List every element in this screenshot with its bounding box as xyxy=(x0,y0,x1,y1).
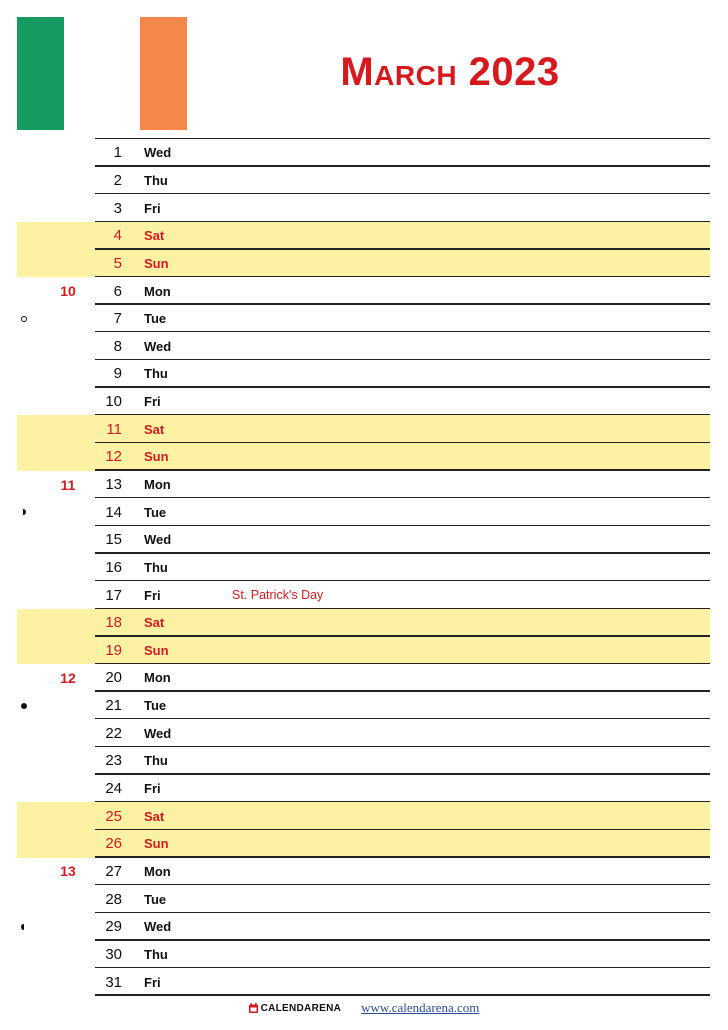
weekday-label: Mon xyxy=(144,477,171,492)
day-row xyxy=(0,637,728,665)
day-row xyxy=(0,222,728,250)
day-row xyxy=(0,830,728,858)
brand-name: CALENDARENA xyxy=(260,1002,342,1014)
weekday-label: Thu xyxy=(144,366,168,382)
weekday-label: Mon xyxy=(144,670,171,686)
day-number: 15 xyxy=(105,531,122,549)
weekday-label: Wed xyxy=(144,725,172,741)
weekday-label: Sun xyxy=(144,642,169,658)
day-row xyxy=(0,554,728,582)
moon-phase-icon xyxy=(21,316,27,322)
day-number: 11 xyxy=(106,420,122,438)
weekday-label: Sun xyxy=(144,255,169,271)
day-row xyxy=(0,775,728,803)
day-row xyxy=(0,139,728,167)
day-row xyxy=(0,581,728,609)
moon-phase-icon xyxy=(21,703,27,709)
day-row xyxy=(0,167,728,195)
day-row xyxy=(0,250,728,278)
weekday-label: Fri xyxy=(144,394,161,410)
day-row xyxy=(0,802,728,830)
day-number: 12 xyxy=(105,448,122,466)
calendar-icon xyxy=(249,1003,258,1013)
weekday-label: Fri xyxy=(144,781,161,797)
weekday-label: Sun xyxy=(144,836,169,852)
day-number: 16 xyxy=(105,558,122,576)
day-number: 22 xyxy=(105,724,122,742)
day-row xyxy=(0,664,728,692)
website-link[interactable]: www.calendarena.com xyxy=(361,1000,480,1015)
holiday-label: St. Patrick's Day xyxy=(232,588,324,603)
weekday-label: Fri xyxy=(144,974,161,990)
day-number: 9 xyxy=(113,365,122,383)
day-row xyxy=(0,277,728,305)
day-row xyxy=(0,858,728,886)
day-number: 17 xyxy=(105,586,122,604)
weekday-label: Sat xyxy=(144,808,165,824)
day-number: 27 xyxy=(105,862,122,880)
weekday-label: Wed xyxy=(144,338,172,354)
day-number: 10 xyxy=(105,393,122,411)
day-row xyxy=(0,443,728,471)
flag-green-stripe xyxy=(17,17,64,130)
brand-logo xyxy=(249,1003,342,1014)
day-number: 25 xyxy=(105,807,122,825)
day-row xyxy=(0,526,728,554)
day-number: 8 xyxy=(113,337,122,355)
day-row xyxy=(0,913,728,941)
day-row xyxy=(0,719,728,747)
day-row xyxy=(0,885,728,913)
day-row xyxy=(0,471,728,499)
day-list xyxy=(0,139,728,996)
week-number: 13 xyxy=(60,863,76,880)
day-row xyxy=(0,194,728,222)
weekday-label: Thu xyxy=(144,946,168,962)
page-title: March 2023 xyxy=(340,50,560,94)
day-number: 1 xyxy=(113,144,122,162)
day-row xyxy=(0,609,728,637)
day-number: 7 xyxy=(113,310,122,328)
day-number: 30 xyxy=(105,945,122,963)
day-number: 19 xyxy=(105,641,122,659)
day-number: 4 xyxy=(113,227,122,245)
day-number: 24 xyxy=(105,780,122,798)
day-row xyxy=(0,498,728,526)
row-divider xyxy=(95,994,710,995)
weekday-label: Thu xyxy=(144,753,168,769)
weekday-label: Sat xyxy=(144,421,165,437)
week-number: 10 xyxy=(60,283,76,300)
week-number: 12 xyxy=(60,669,76,686)
weekday-label: Thu xyxy=(144,559,168,575)
day-row xyxy=(0,415,728,443)
footer xyxy=(0,998,728,1018)
weekday-label: Wed xyxy=(144,919,172,935)
weekday-label: Fri xyxy=(144,200,161,216)
weekday-label: Tue xyxy=(144,698,167,714)
day-number: 14 xyxy=(105,503,122,521)
day-number: 28 xyxy=(105,890,122,908)
weekday-label: Fri xyxy=(144,587,161,603)
day-number: 20 xyxy=(105,669,122,687)
day-row xyxy=(0,388,728,416)
moon-phase-icon xyxy=(21,509,26,515)
day-row xyxy=(0,968,728,996)
day-number: 18 xyxy=(105,614,122,632)
day-row xyxy=(0,747,728,775)
day-number: 23 xyxy=(105,752,122,770)
moon-phase-icon xyxy=(21,924,26,930)
day-row xyxy=(0,941,728,969)
day-number: 31 xyxy=(105,973,122,991)
day-number: 26 xyxy=(105,835,122,853)
weekday-label: Mon xyxy=(144,283,171,299)
day-number: 29 xyxy=(105,918,122,936)
day-number: 6 xyxy=(113,282,122,300)
weekday-label: Sat xyxy=(144,228,165,244)
day-row xyxy=(0,360,728,388)
weekday-label: Tue xyxy=(144,891,167,907)
weekday-label: Tue xyxy=(144,504,167,520)
weekday-label: Wed xyxy=(144,145,172,161)
weekday-label: Tue xyxy=(144,311,167,327)
weekday-label: Thu xyxy=(144,172,168,188)
day-number: 21 xyxy=(105,697,122,715)
weekday-label: Mon xyxy=(144,863,171,879)
weekday-label: Wed xyxy=(144,532,172,548)
day-number: 5 xyxy=(113,254,122,272)
flag-orange-stripe xyxy=(140,17,187,130)
flag-white-stripe xyxy=(64,17,140,130)
week-number: 11 xyxy=(60,476,76,493)
day-number: 3 xyxy=(113,199,122,217)
day-row xyxy=(0,332,728,360)
day-number: 2 xyxy=(113,171,122,189)
weekday-label: Sat xyxy=(144,615,165,631)
weekday-label: Sun xyxy=(144,449,169,465)
day-row xyxy=(0,305,728,333)
day-number: 13 xyxy=(105,476,122,493)
day-row xyxy=(0,692,728,720)
